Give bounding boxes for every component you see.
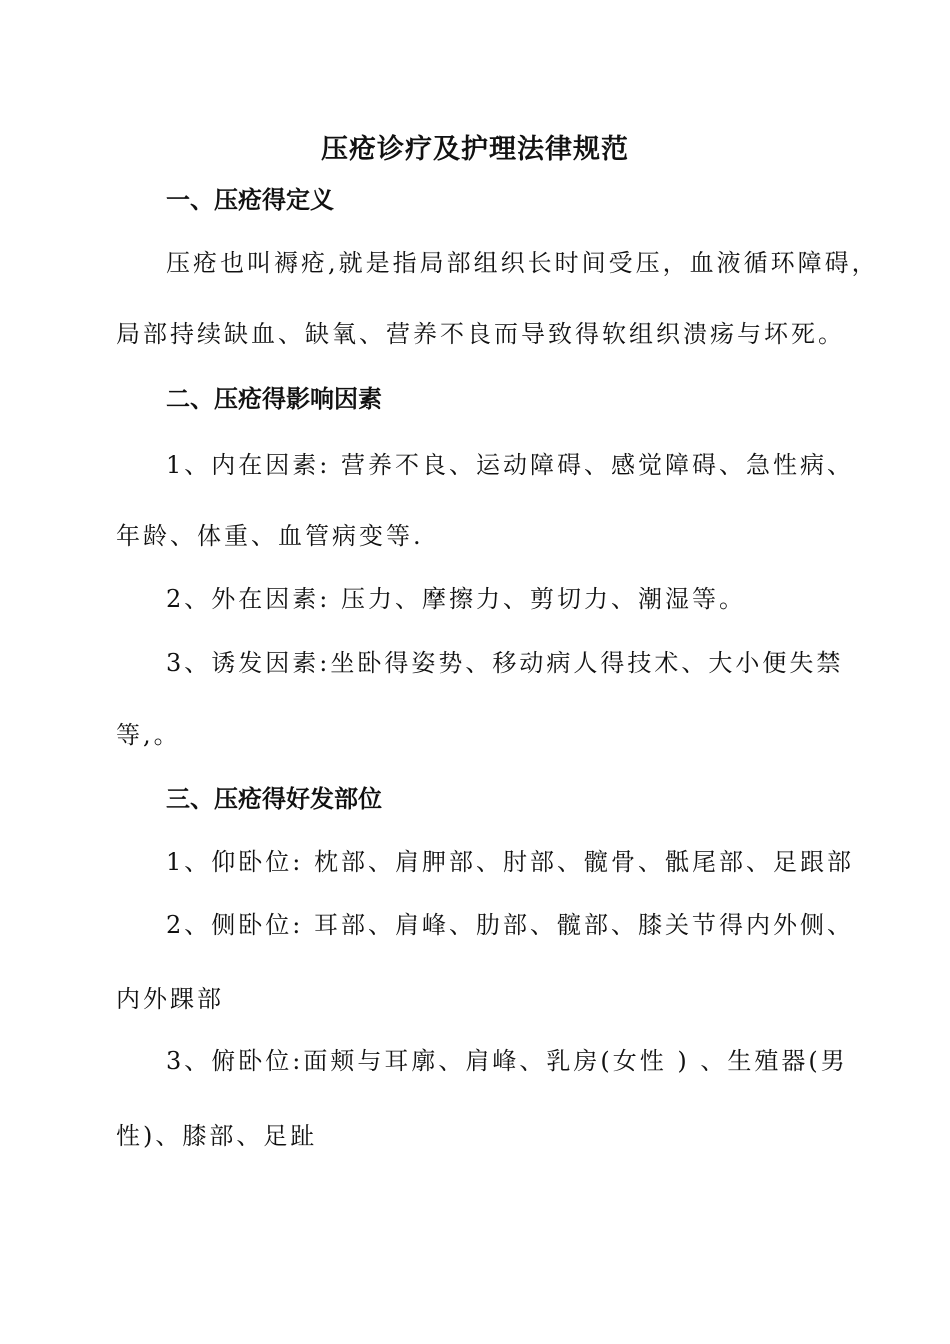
section-heading-sites: 三、压疮得好发部位 bbox=[166, 785, 382, 813]
site-supine-line-1: 1、仰卧位: 枕部、肩胛部、肘部、髋骨、骶尾部、足跟部 bbox=[166, 848, 854, 876]
factor-external-line-1: 2、外在因素: 压力、摩擦力、剪切力、潮湿等。 bbox=[166, 585, 746, 613]
site-prone-line-1: 3、俯卧位:面颊与耳廓、肩峰、乳房(女性 ) 、生殖器(男 bbox=[166, 1047, 848, 1075]
site-prone-line-2: 性)、膝部、足趾 bbox=[116, 1122, 318, 1150]
factor-internal-line-1: 1、内在因素: 营养不良、运动障碍、感觉障碍、急性病、 bbox=[166, 451, 854, 479]
section-heading-definition: 一、压疮得定义 bbox=[166, 186, 334, 214]
section-heading-factors: 二、压疮得影响因素 bbox=[166, 385, 382, 413]
definition-paragraph-line-2: 局部持续缺血、缺氧、营养不良而导致得软组织溃疡与坏死。 bbox=[116, 320, 845, 348]
factor-internal-line-2: 年龄、体重、血管病变等. bbox=[116, 522, 424, 550]
document-title: 压疮诊疗及护理法律规范 bbox=[321, 134, 629, 165]
factor-triggering-line-2: 等,。 bbox=[116, 721, 181, 749]
site-lateral-line-1: 2、侧卧位: 耳部、肩峰、肋部、髋部、膝关节得内外侧、 bbox=[166, 911, 854, 939]
factor-triggering-line-1: 3、诱发因素:坐卧得姿势、移动病人得技术、大小便失禁 bbox=[166, 649, 844, 677]
site-lateral-line-2: 内外踝部 bbox=[116, 985, 224, 1013]
definition-paragraph-line-1: 压疮也叫褥疮,就是指局部组织长时间受压，血液循环障碍， bbox=[166, 249, 879, 277]
